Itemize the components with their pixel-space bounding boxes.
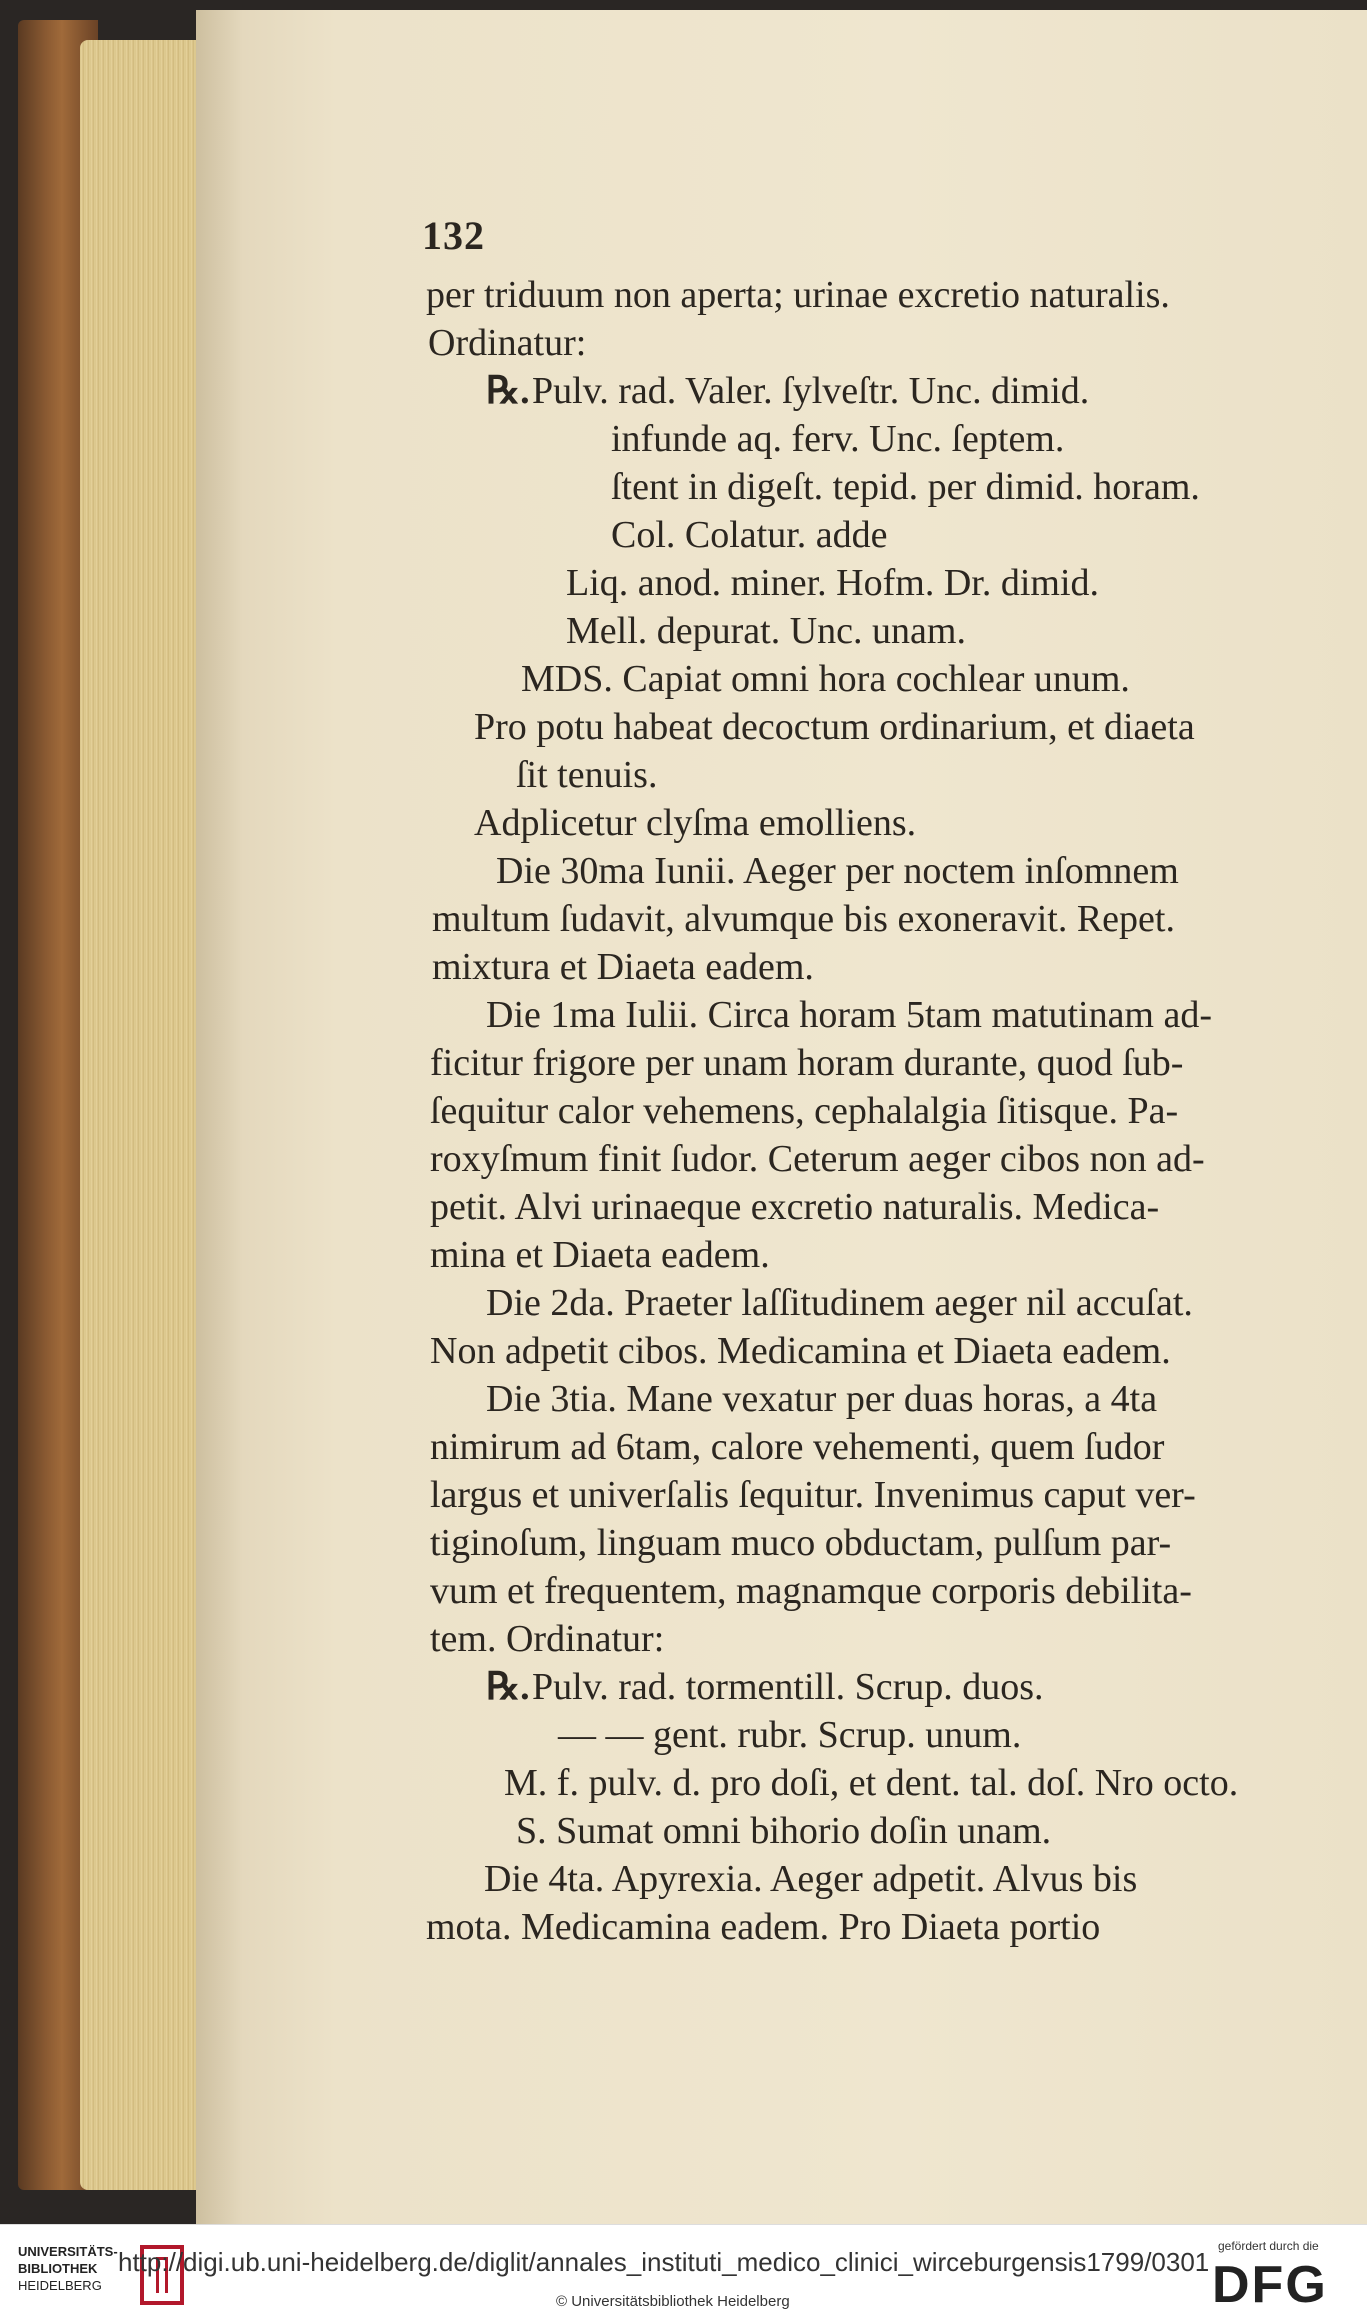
dfg-logo: DFG bbox=[1212, 2256, 1328, 2314]
text-line: M. f. pulv. d. pro doſi, et dent. tal. doſ. Nro octo. bbox=[504, 1762, 1239, 1804]
copyright-notice: © Universitätsbibliothek Heidelberg bbox=[556, 2293, 790, 2310]
text-line: S. Sumat omni bihorio doſin unam. bbox=[516, 1810, 1052, 1852]
text-line: Die 2da. Praeter laſſitudinem aeger nil accuſat. bbox=[486, 1282, 1193, 1324]
text-line: ſtent in digeſt. tepid. per dimid. horam. bbox=[611, 466, 1200, 508]
text-line: Die 1ma Iulii. Circa horam 5tam matutinam ad- bbox=[486, 994, 1213, 1036]
recipe-symbol: ℞. bbox=[486, 1666, 530, 1708]
text-line: roxyſmum finit ſudor. Ceterum aeger cibos non ad- bbox=[430, 1138, 1205, 1180]
text-line: multum ſudavit, alvumque bis exoneravit. Repet. bbox=[432, 898, 1175, 940]
text-line: nimirum ad 6tam, calore vehementi, quem ſudor bbox=[430, 1426, 1165, 1468]
text-line: mixtura et Diaeta eadem. bbox=[432, 946, 814, 988]
text-line: Adplicetur clyſma emolliens. bbox=[474, 802, 917, 844]
library-logo bbox=[18, 2243, 128, 2294]
text-line: tiginoſum, linguam muco obductam, pulſum par- bbox=[430, 1522, 1172, 1564]
text-line: mota. Medicamina eadem. Pro Diaeta portio bbox=[426, 1906, 1101, 1948]
permalink[interactable]: http://digi.ub.uni-heidelberg.de/diglit/annales_instituti_medico_clinici_wirceburgensis1799/0301 bbox=[118, 2247, 1210, 2277]
text-line: mina et Diaeta eadem. bbox=[430, 1234, 770, 1276]
page-text bbox=[196, 10, 1367, 2224]
text-line: ficitur frigore per unam horam durante, quod ſub- bbox=[430, 1042, 1184, 1084]
logo-line: HEIDELBERG bbox=[18, 2278, 102, 2293]
recipe-symbol: ℞. bbox=[486, 370, 530, 412]
page-edges bbox=[80, 40, 200, 2190]
text-line: Die 30ma Iunii. Aeger per noctem inſomnem bbox=[496, 850, 1179, 892]
text-line: per triduum non aperta; urinae excretio naturalis. bbox=[426, 274, 1170, 316]
text-line: Non adpetit cibos. Medicamina et Diaeta eadem. bbox=[430, 1330, 1171, 1372]
footer-bar bbox=[0, 2224, 1367, 2323]
logo-line: BIBLIOTHEK bbox=[18, 2261, 98, 2276]
text-line: tem. Ordinatur: bbox=[430, 1618, 665, 1660]
logo-line: UNIVERSITÄTS- bbox=[18, 2244, 118, 2259]
text-line: Pro potu habeat decoctum ordinarium, et diaeta bbox=[474, 706, 1195, 748]
funding-note: gefördert durch die bbox=[1218, 2239, 1319, 2253]
text-line: largus et univerſalis ſequitur. Invenimus caput ver- bbox=[430, 1474, 1196, 1516]
text-line: Pulv. rad. Valer. ſylveſtr. Unc. dimid. bbox=[532, 370, 1090, 412]
text-line: Mell. depurat. Unc. unam. bbox=[566, 610, 966, 652]
text-line: petit. Alvi urinaeque excretio naturalis. Medica- bbox=[430, 1186, 1160, 1228]
text-line: vum et frequentem, magnamque corporis debilita- bbox=[430, 1570, 1192, 1612]
text-line: Die 4ta. Apyrexia. Aeger adpetit. Alvus bis bbox=[484, 1858, 1138, 1900]
book-page bbox=[196, 10, 1367, 2224]
text-line: MDS. Capiat omni hora cochlear unum. bbox=[521, 658, 1130, 700]
text-line: ſit tenuis. bbox=[516, 754, 658, 796]
text-line: Die 3tia. Mane vexatur per duas horas, a 4ta bbox=[486, 1378, 1158, 1420]
text-line: — — gent. rubr. Scrup. unum. bbox=[558, 1714, 1022, 1756]
text-line: Pulv. rad. tormentill. Scrup. duos. bbox=[532, 1666, 1044, 1708]
page-number: 132 bbox=[422, 213, 485, 258]
text-line: ſequitur calor vehemens, cephalalgia ſitisque. Pa- bbox=[430, 1090, 1179, 1132]
text-line: infunde aq. ferv. Unc. ſeptem. bbox=[611, 418, 1065, 460]
text-line: Liq. anod. miner. Hofm. Dr. dimid. bbox=[566, 562, 1100, 604]
text-line: Col. Colatur. adde bbox=[611, 514, 888, 556]
text-line: Ordinatur: bbox=[428, 322, 587, 364]
